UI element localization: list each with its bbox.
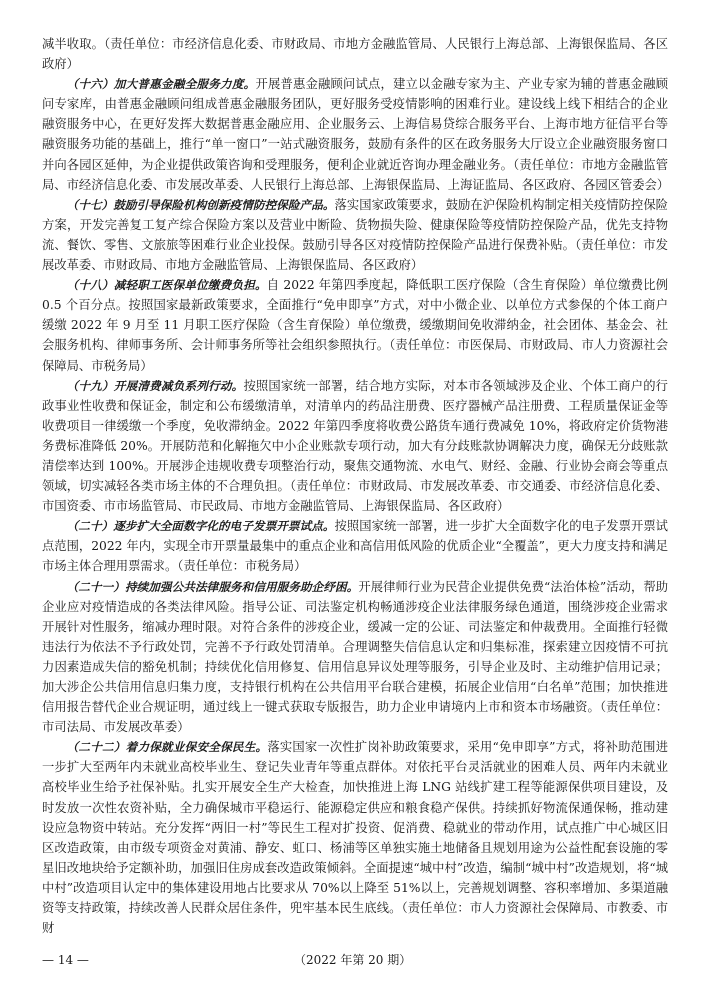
- paragraph-heading: （二十一）持续加强公共法律服务和信用服务助企纾困。: [66, 579, 359, 594]
- paragraph-heading: （十九）开展清费减负系列行动。: [66, 378, 244, 393]
- document-body: [42, 34, 668, 938]
- paragraph-17: [42, 195, 668, 275]
- paragraph-heading: （十七）鼓励引导保险机构创新疫情防控保险产品。: [66, 197, 335, 212]
- paragraph-text: 落实国家政策要求，鼓励在沪保险机构制定相关疫情防控保险方案，开发完善复工复产综合保险方案以及营业中断险、货物损失险、健康保险等疫情防控保险产品，优先支持物流、餐饮、零售、文旅旅等困难行业企业投保。鼓励引导各区对疫情防控保险产品进行保费补贴。（责任单位：市发展改革委、市财政局、市地方金融监管局、上海银保监局、各区政府）: [42, 197, 668, 273]
- paragraph-text: 按照国家统一部署，进一步扩大全面数字化的电子发票开票试点范围，2022 年内，实现全市开票量最集中的重点企业和高信用低风险的优质企业“全覆盖”，更大力度支持和满足市场主体合理用票需求。（责任单位：市税务局）: [42, 519, 668, 574]
- paragraph-heading: （十六）加大普惠金融全服务力度。: [66, 77, 256, 92]
- paragraph-20: [42, 516, 668, 576]
- paragraph-heading: （二十二）着力保就业保安全保民生。: [66, 740, 268, 755]
- paragraph-text: 落实国家一次性扩岗补助政策要求，采用“免申即享”方式，将补助范围进一步扩大至两年内未就业高校毕业生、登记失业青年等重点群体。对依托平台灵活就业的困难人员、两年内未就业高校毕业生给予社保补贴。扎实开展安全生产大检查，加快推进上海 LNG 站线扩建工程等能源保供项目建设，及时发放一次性农资补贴，全力确保城市平稳运行、能源稳定供应和粮食稳产保供。持续抓好物流保通保畅，推动建设应急物资中转站。充分发挥“两旧一村”等民生工程对扩投资、促消费、稳就业的带动作用，试点推广中心城区旧区改造政策，由市级专项资金对黄浦、静安、虹口、杨浦等区单独实施土地储备且规划用途为公益性配套设施的零星旧改地块给予定额补助，加强旧住房成套改造政策倾斜。全面提速“城中村”改造，编制“城中村”改造规划，将“城中村”改造项目认定中的集体建设用地占比要求从 70%以上降至 51%以上，完善规划调整、容积率增加、多渠道融资等支持政策，持续改善人民群众居住条件，兜牢基本民生底线。（责任单位：市人力资源社会保障局、市教委、市财: [42, 740, 668, 936]
- paragraph-continuation: [42, 34, 668, 74]
- paragraph-heading: （十八）减轻职工医保单位缴费负担。: [66, 278, 267, 293]
- page-number: — 14 —: [42, 953, 89, 967]
- paragraph-22: [42, 737, 668, 938]
- paragraph-19: [42, 376, 668, 517]
- page-footer: [42, 950, 668, 970]
- paragraph-heading: （二十）逐步扩大全面数字化的电子发票开票试点。: [66, 519, 335, 534]
- issue-label: （2022 年第 20 期）: [294, 953, 412, 967]
- paragraph-text: 减半收取。（责任单位：市经济信息化委、市财政局、市地方金融监管局、人民银行上海总部、上海银保监局、各区政府）: [42, 37, 668, 72]
- paragraph-text: 按照国家统一部署，结合地方实际，对本市各领域涉及企业、个体工商户的行政事业性收费和保证金，制定和公布缓缴清单，对清单内的药品注册费、医疗器械产品注册费、工程质量保证金等收费项目一律缓缴一个季度，免收滞纳金。2022 年第四季度将收费公路货车通行费减免 10%，将政府定价货物港务费标准降低 20%。开展防范和化解拖欠中小企业账款专项行动，加大有分歧账款协调解决力度，确保无分歧账款清偿率达到 100%。开展涉企违规收费专项整治行动，聚焦交通物流、水电气、财经、金融、行业协会商会等重点领域，切实减轻各类市场主体的不合理负担。（责任单位：市财政局、市发展改革委、市交通委、市经济信息化委、市国资委、市市场监管局、市民政局、市地方金融监管局、上海银保监局、各区政府）: [42, 378, 668, 514]
- paragraph-text: 自 2022 年第四季度起，降低职工医疗保险（含生育保险）单位缴费比例 0.5 个百分点。按照国家最新政策要求，全面推行“免申即享”方式，对中小微企业、以单位方式参保的个体工商户缓缴 2022 年 9 月至 11 月职工医疗保险（含生育保险）单位缴费，缓缴期间免收滞纳金，社会团体、基金会、社会服务机构、律师事务所、会计师事务所等社会组织参照执行。（责任单位：市医保局、市财政局、市人力资源社会保障局、市税务局）: [42, 278, 668, 373]
- paragraph-16: [42, 74, 668, 195]
- paragraph-text: 开展普惠金融顾问试点，建立以金融专家为主、产业专家为辅的普惠金融顾问专家库，由普惠金融顾问组成普惠金融服务团队，更好服务受疫情影响的困难行业。建设线上线下相结合的企业融资服务中心，在更好发挥大数据普惠金融应用、企业服务云、上海信易贷综合服务平台、上海市地方征信平台等融资服务功能的基础上，推行“单一窗口”一站式融资服务，鼓励有条件的区在政务服务大厅设立企业融资服务窗口并向各园区延伸，为企业提供政策咨询和受理服务，便利企业就近咨询办理金融业务。（责任单位：市地方金融监管局、市经济信息化委、市发展改革委、人民银行上海总部、上海银保监局、上海证监局、各区政府、各园区管委会）: [42, 77, 670, 192]
- paragraph-text: 开展律师行业为民营企业提供免费“法治体检”活动，帮助企业应对疫情造成的各类法律风险。指导公证、司法鉴定机构畅通涉疫企业法律服务绿色通道，围绕涉疫企业需求开展针对性服务，缩减办理时限。对符合条件的涉疫企业，缓减一定的公证、司法鉴定和仲裁费用。全面推行轻微违法行为依法不予行政处罚，完善不予行政处罚清单。合理调整失信信息认定和归集标准，探索建立因疫情不可抗力因素造成失信的豁免机制；持续优化信用修复、信用信息异议处理等服务，引导企业及时、主动维护信用记录；加大涉企公共信用信息归集力度，支持银行机构在公共信用平台联合建模，拓展企业信用“白名单”范围；加快推进信用报告替代企业合规证明，通过线上一键式获取专版报告，助力企业申请境内上市和资本市场融资。（责任单位：市司法局、市发展改革委）: [42, 579, 668, 735]
- paragraph-18: [42, 275, 668, 375]
- paragraph-21: [42, 577, 668, 738]
